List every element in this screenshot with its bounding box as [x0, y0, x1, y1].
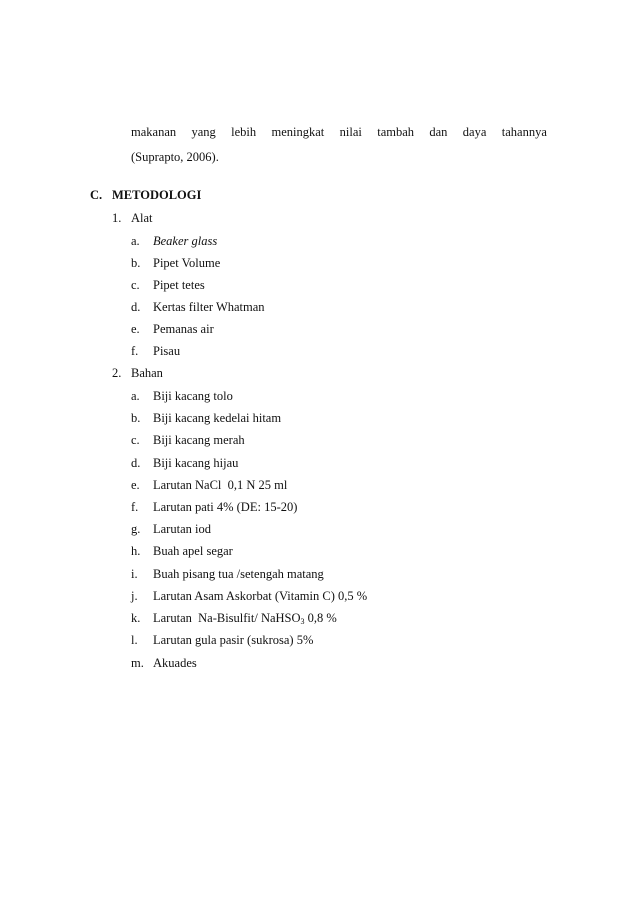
- list-item: [131, 234, 217, 249]
- paragraph-line-2: (Suprapto, 2006).: [131, 150, 219, 164]
- item-text: Pemanas air: [153, 322, 214, 336]
- list-item: [131, 256, 220, 271]
- item-text: Larutan gula pasir (sukrosa) 5%: [153, 633, 314, 647]
- list-item: [131, 500, 297, 515]
- item-letter: a.: [131, 234, 140, 248]
- word: yang: [191, 125, 216, 139]
- word: tambah: [377, 125, 415, 139]
- subheading-number: 2.: [112, 366, 122, 380]
- item-text: Biji kacang tolo: [153, 389, 233, 403]
- item-text-before: Larutan Na-Bisulfit/ NaHSO: [153, 611, 301, 625]
- item-subscript: 3: [300, 617, 305, 626]
- list-item: [131, 300, 265, 315]
- item-text: Biji kacang hijau: [153, 456, 239, 470]
- item-text: Biji kacang kedelai hitam: [153, 411, 282, 425]
- word: tahannya: [501, 125, 547, 139]
- subheading-alat: [112, 211, 153, 226]
- item-text: Larutan Asam Askorbat (Vitamin C) 0,5 %: [153, 589, 368, 603]
- item-letter: b.: [131, 411, 141, 425]
- item-text: Buah apel segar: [153, 544, 233, 558]
- list-item: [131, 322, 214, 337]
- item-text: Pipet Volume: [153, 256, 221, 270]
- item-text: Larutan NaCl 0,1 N 25 ml: [153, 478, 288, 492]
- item-text: Biji kacang merah: [153, 433, 245, 447]
- subheading-bahan: [112, 366, 163, 381]
- word: lebih: [231, 125, 257, 139]
- list-item: [131, 544, 233, 559]
- list-item: [131, 433, 245, 448]
- section-letter: C.: [90, 188, 103, 202]
- item-text: Kertas filter Whatman: [153, 300, 265, 314]
- item-letter: e.: [131, 478, 140, 492]
- item-letter: d.: [131, 300, 141, 314]
- list-item: [131, 411, 281, 426]
- paragraph-line-1: [131, 125, 547, 140]
- list-item: [131, 522, 211, 537]
- list-item: [131, 344, 180, 359]
- item-letter: b.: [131, 256, 141, 270]
- list-item: [131, 389, 233, 404]
- item-letter: e.: [131, 322, 140, 336]
- word: nilai: [339, 125, 362, 139]
- item-text: Buah pisang tua /setengah matang: [153, 567, 324, 581]
- item-text-after: 0,8 %: [304, 611, 337, 625]
- item-text: Larutan pati 4% (DE: 15-20): [153, 500, 298, 514]
- list-item: [131, 567, 324, 582]
- list-item: [131, 456, 238, 471]
- list-item: [131, 478, 287, 493]
- word: daya: [462, 125, 487, 139]
- item-letter: c.: [131, 278, 140, 292]
- list-item: [131, 589, 367, 604]
- item-letter: f.: [131, 500, 139, 514]
- item-letter: l.: [131, 633, 138, 647]
- subheading-number: 1.: [112, 211, 122, 225]
- section-heading: [90, 188, 201, 203]
- subheading-title: Bahan: [131, 366, 163, 380]
- item-text: Beaker glass: [153, 234, 218, 248]
- item-letter: i.: [131, 567, 138, 581]
- subheading-title: Alat: [131, 211, 153, 225]
- word: dan: [429, 125, 448, 139]
- word: makanan: [131, 125, 177, 139]
- item-letter: a.: [131, 389, 140, 403]
- word: meningkat: [271, 125, 325, 139]
- item-letter: c.: [131, 433, 140, 447]
- item-letter: m.: [131, 656, 144, 670]
- item-letter: k.: [131, 611, 141, 625]
- item-text: Pipet tetes: [153, 278, 205, 292]
- item-text: Larutan iod: [153, 522, 211, 536]
- list-item: [131, 633, 313, 648]
- item-letter: d.: [131, 456, 141, 470]
- item-letter: f.: [131, 344, 139, 358]
- item-text: Akuades: [153, 656, 197, 670]
- item-letter: h.: [131, 544, 141, 558]
- section-title: METODOLOGI: [112, 188, 202, 202]
- item-letter: j.: [131, 589, 138, 603]
- list-item: [131, 278, 205, 293]
- list-item: [131, 656, 197, 671]
- item-text: Pisau: [153, 344, 181, 358]
- list-item: [131, 611, 337, 626]
- item-letter: g.: [131, 522, 141, 536]
